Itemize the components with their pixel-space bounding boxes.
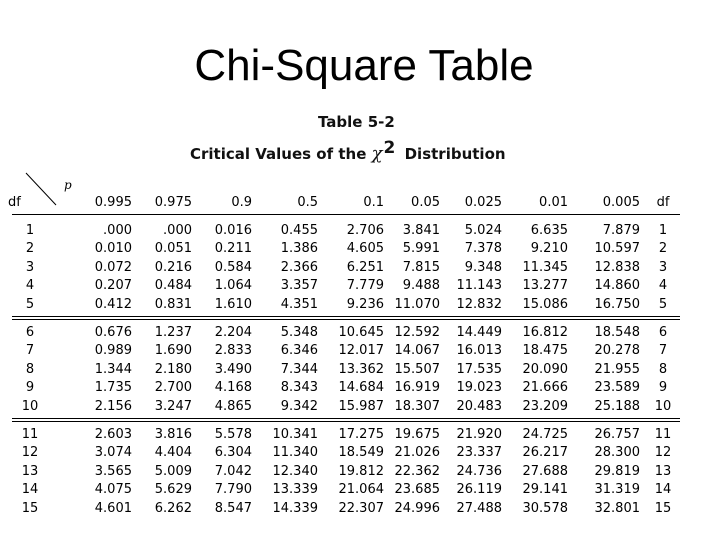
critical-value-cell: 14.339 <box>272 500 318 516</box>
critical-value-cell: 8.547 <box>214 500 252 516</box>
critical-value-cell: 3.074 <box>94 445 132 461</box>
df-cell-right: 8 <box>658 361 668 377</box>
critical-value-cell: 19.812 <box>338 463 384 479</box>
df-cell-right: 11 <box>654 427 672 442</box>
critical-value-cell: 15.086 <box>522 296 568 312</box>
critical-value-cell: 3.357 <box>280 278 318 294</box>
critical-value-cell: 2.706 <box>346 223 384 238</box>
critical-value-cell: 21.920 <box>456 427 502 442</box>
critical-value-cell: 11.070 <box>394 296 440 312</box>
critical-value-cell: 0.216 <box>154 259 192 275</box>
critical-value-cell: 21.666 <box>522 380 568 396</box>
critical-value-cell: 15.507 <box>394 361 440 377</box>
critical-value-cell: 2.603 <box>94 427 132 442</box>
p-header-label: p <box>64 178 72 192</box>
df-cell-right: 2 <box>658 241 668 257</box>
critical-value-cell: 26.217 <box>522 445 568 461</box>
df-cell-right: 13 <box>654 463 672 479</box>
critical-value-cell: 0.010 <box>94 241 132 257</box>
slide-title: Chi-Square Table <box>194 41 534 90</box>
df-cell-right: 10 <box>654 398 672 414</box>
group-divider <box>12 316 680 320</box>
critical-value-cell: 7.879 <box>602 223 640 238</box>
critical-value-cell: 20.278 <box>594 343 640 359</box>
critical-value-cell: 21.064 <box>338 482 384 498</box>
critical-value-cell: 23.337 <box>456 445 502 461</box>
critical-value-cell: 12.592 <box>394 325 440 340</box>
critical-value-cell: 0.455 <box>280 223 318 238</box>
critical-value-cell: 23.589 <box>594 380 640 396</box>
critical-value-cell: 0.412 <box>94 296 132 312</box>
critical-value-cell: 27.688 <box>522 463 568 479</box>
critical-value-cell: 6.635 <box>530 223 568 238</box>
critical-value-cell: 2.833 <box>214 343 252 359</box>
df-cell-left: 12 <box>21 445 39 461</box>
critical-value-cell: 9.488 <box>402 278 440 294</box>
critical-value-cell: 30.578 <box>522 500 568 516</box>
critical-value-cell: 1.237 <box>154 325 192 340</box>
critical-value-cell: 6.346 <box>280 343 318 359</box>
critical-value-cell: 21.955 <box>594 361 640 377</box>
critical-value-cell: 25.188 <box>594 398 640 414</box>
critical-value-cell: 4.865 <box>214 398 252 414</box>
critical-value-cell: 1.610 <box>214 296 252 312</box>
df-cell-left: 6 <box>25 325 35 340</box>
critical-value-cell: .000 <box>163 223 192 238</box>
df-header-left: df <box>8 195 21 210</box>
critical-value-cell: 20.483 <box>456 398 502 414</box>
df-cell-right: 7 <box>658 343 668 359</box>
column-header: 0.05 <box>411 195 440 210</box>
critical-value-cell: 1.386 <box>280 241 318 257</box>
critical-value-cell: 7.344 <box>280 361 318 377</box>
critical-value-cell: 19.023 <box>456 380 502 396</box>
df-cell-right: 1 <box>658 223 668 238</box>
critical-value-cell: 5.024 <box>464 223 502 238</box>
critical-value-cell: 14.067 <box>394 343 440 359</box>
critical-value-cell: 18.475 <box>522 343 568 359</box>
critical-value-cell: 4.351 <box>280 296 318 312</box>
critical-value-cell: 16.919 <box>394 380 440 396</box>
column-header: 0.9 <box>231 195 252 210</box>
critical-value-cell: 5.991 <box>402 241 440 257</box>
critical-value-cell: 12.017 <box>338 343 384 359</box>
critical-value-cell: 3.490 <box>214 361 252 377</box>
critical-value-cell: 14.860 <box>594 278 640 294</box>
df-cell-right: 12 <box>654 445 672 461</box>
critical-value-cell: 9.348 <box>464 259 502 275</box>
critical-value-cell: 18.549 <box>338 445 384 461</box>
critical-value-cell: 16.812 <box>522 325 568 340</box>
table-heading <box>190 136 506 166</box>
critical-value-cell: 6.304 <box>214 445 252 461</box>
critical-value-cell: 3.565 <box>94 463 132 479</box>
df-cell-left: 10 <box>21 398 39 414</box>
column-header: 0.01 <box>539 195 568 210</box>
critical-value-cell: 4.605 <box>346 241 384 257</box>
critical-value-cell: 1.344 <box>94 361 132 377</box>
critical-value-cell: 22.362 <box>394 463 440 479</box>
critical-value-cell: 28.300 <box>594 445 640 461</box>
critical-value-cell: 22.307 <box>338 500 384 516</box>
column-header: 0.025 <box>464 195 502 210</box>
critical-value-cell: 2.366 <box>280 259 318 275</box>
critical-value-cell: 2.156 <box>94 398 132 414</box>
critical-value-cell: 3.247 <box>154 398 192 414</box>
critical-value-cell: 0.207 <box>94 278 132 294</box>
critical-value-cell: 0.584 <box>214 259 252 275</box>
critical-value-cell: 7.042 <box>214 463 252 479</box>
group-divider <box>12 418 680 422</box>
critical-value-cell: 5.009 <box>154 463 192 479</box>
critical-value-cell: 4.075 <box>94 482 132 498</box>
critical-value-cell: 15.987 <box>338 398 384 414</box>
critical-value-cell: 18.307 <box>394 398 440 414</box>
df-cell-right: 5 <box>658 296 668 312</box>
critical-value-cell: 32.801 <box>594 500 640 516</box>
critical-value-cell: 16.750 <box>594 296 640 312</box>
df-cell-right: 15 <box>654 500 672 516</box>
critical-value-cell: 24.996 <box>394 500 440 516</box>
critical-value-cell: 1.690 <box>154 343 192 359</box>
critical-value-cell: 0.831 <box>154 296 192 312</box>
critical-value-cell: 0.072 <box>94 259 132 275</box>
df-cell-left: 15 <box>21 500 39 516</box>
heading-suffix: Distribution <box>404 145 506 163</box>
df-cell-right: 3 <box>658 259 668 275</box>
critical-value-cell: 23.209 <box>522 398 568 414</box>
column-header: 0.005 <box>602 195 640 210</box>
critical-value-cell: 13.277 <box>522 278 568 294</box>
critical-value-cell: 18.548 <box>594 325 640 340</box>
table-caption <box>190 112 506 166</box>
chi-exponent: 2 <box>383 138 396 158</box>
critical-value-cell: 0.211 <box>214 241 252 257</box>
df-cell-left: 3 <box>25 259 35 275</box>
critical-value-cell: 5.348 <box>280 325 318 340</box>
critical-value-cell: 11.340 <box>272 445 318 461</box>
df-cell-left: 13 <box>21 463 39 479</box>
critical-value-cell: 21.026 <box>394 445 440 461</box>
heading-prefix: Critical Values of the <box>190 145 367 163</box>
critical-value-cell: 2.700 <box>154 380 192 396</box>
critical-value-cell: 13.339 <box>272 482 318 498</box>
df-header-right: df <box>656 195 670 210</box>
df-cell-right: 6 <box>658 325 668 340</box>
chi-square-table <box>0 170 728 546</box>
critical-value-cell: 26.757 <box>594 427 640 442</box>
critical-value-cell: 14.449 <box>456 325 502 340</box>
df-cell-left: 4 <box>25 278 35 294</box>
critical-value-cell: 5.578 <box>214 427 252 442</box>
chi-symbol: χ <box>371 143 383 164</box>
critical-value-cell: 3.816 <box>154 427 192 442</box>
critical-value-cell: 2.180 <box>154 361 192 377</box>
critical-value-cell: 17.275 <box>338 427 384 442</box>
df-cell-left: 1 <box>25 223 35 238</box>
df-cell-left: 14 <box>21 482 39 498</box>
critical-value-cell: 17.535 <box>456 361 502 377</box>
critical-value-cell: .000 <box>103 223 132 238</box>
critical-value-cell: 6.262 <box>154 500 192 516</box>
df-cell-left: 2 <box>25 241 35 257</box>
critical-value-cell: 7.779 <box>346 278 384 294</box>
critical-value-cell: 27.488 <box>456 500 502 516</box>
critical-value-cell: 23.685 <box>394 482 440 498</box>
critical-value-cell: 29.819 <box>594 463 640 479</box>
header-rule <box>12 214 680 215</box>
critical-value-cell: 11.143 <box>456 278 502 294</box>
df-cell-right: 4 <box>658 278 668 294</box>
critical-value-cell: 9.210 <box>530 241 568 257</box>
table-number: Table 5-2 <box>318 113 395 131</box>
critical-value-cell: 12.340 <box>272 463 318 479</box>
column-header: 0.5 <box>297 195 318 210</box>
column-header: 0.995 <box>94 195 132 210</box>
critical-value-cell: 9.342 <box>280 398 318 414</box>
critical-value-cell: 10.645 <box>338 325 384 340</box>
critical-value-cell: 26.119 <box>456 482 502 498</box>
critical-value-cell: 7.378 <box>464 241 502 257</box>
df-cell-left: 8 <box>25 361 35 377</box>
critical-value-cell: 3.841 <box>402 223 440 238</box>
critical-value-cell: 2.204 <box>214 325 252 340</box>
df-cell-left: 7 <box>25 343 35 359</box>
critical-value-cell: 6.251 <box>346 259 384 275</box>
critical-value-cell: 5.629 <box>154 482 192 498</box>
critical-value-cell: 11.345 <box>522 259 568 275</box>
critical-value-cell: 0.051 <box>154 241 192 257</box>
critical-value-cell: 31.319 <box>594 482 640 498</box>
critical-value-cell: 4.404 <box>154 445 192 461</box>
df-cell-left: 9 <box>25 380 35 396</box>
df-cell-right: 9 <box>658 380 668 396</box>
df-cell-left: 5 <box>25 296 35 312</box>
critical-value-cell: 7.815 <box>402 259 440 275</box>
critical-value-cell: 16.013 <box>456 343 502 359</box>
critical-value-cell: 1.064 <box>214 278 252 294</box>
critical-value-cell: 7.790 <box>214 482 252 498</box>
critical-value-cell: 13.362 <box>338 361 384 377</box>
df-cell-left: 11 <box>21 427 39 442</box>
critical-value-cell: 10.597 <box>594 241 640 257</box>
critical-value-cell: 1.735 <box>94 380 132 396</box>
critical-value-cell: 0.016 <box>214 223 252 238</box>
critical-value-cell: 20.090 <box>522 361 568 377</box>
critical-value-cell: 19.675 <box>394 427 440 442</box>
critical-value-cell: 29.141 <box>522 482 568 498</box>
critical-value-cell: 9.236 <box>346 296 384 312</box>
critical-value-cell: 4.601 <box>94 500 132 516</box>
critical-value-cell: 4.168 <box>214 380 252 396</box>
critical-value-cell: 0.989 <box>94 343 132 359</box>
critical-value-cell: 10.341 <box>272 427 318 442</box>
critical-value-cell: 8.343 <box>280 380 318 396</box>
column-header: 0.1 <box>363 195 384 210</box>
critical-value-cell: 12.832 <box>456 296 502 312</box>
critical-value-cell: 0.484 <box>154 278 192 294</box>
column-header: 0.975 <box>154 195 192 210</box>
critical-value-cell: 12.838 <box>594 259 640 275</box>
critical-value-cell: 24.736 <box>456 463 502 479</box>
critical-value-cell: 24.725 <box>522 427 568 442</box>
df-cell-right: 14 <box>654 482 672 498</box>
critical-value-cell: 14.684 <box>338 380 384 396</box>
critical-value-cell: 0.676 <box>94 325 132 340</box>
